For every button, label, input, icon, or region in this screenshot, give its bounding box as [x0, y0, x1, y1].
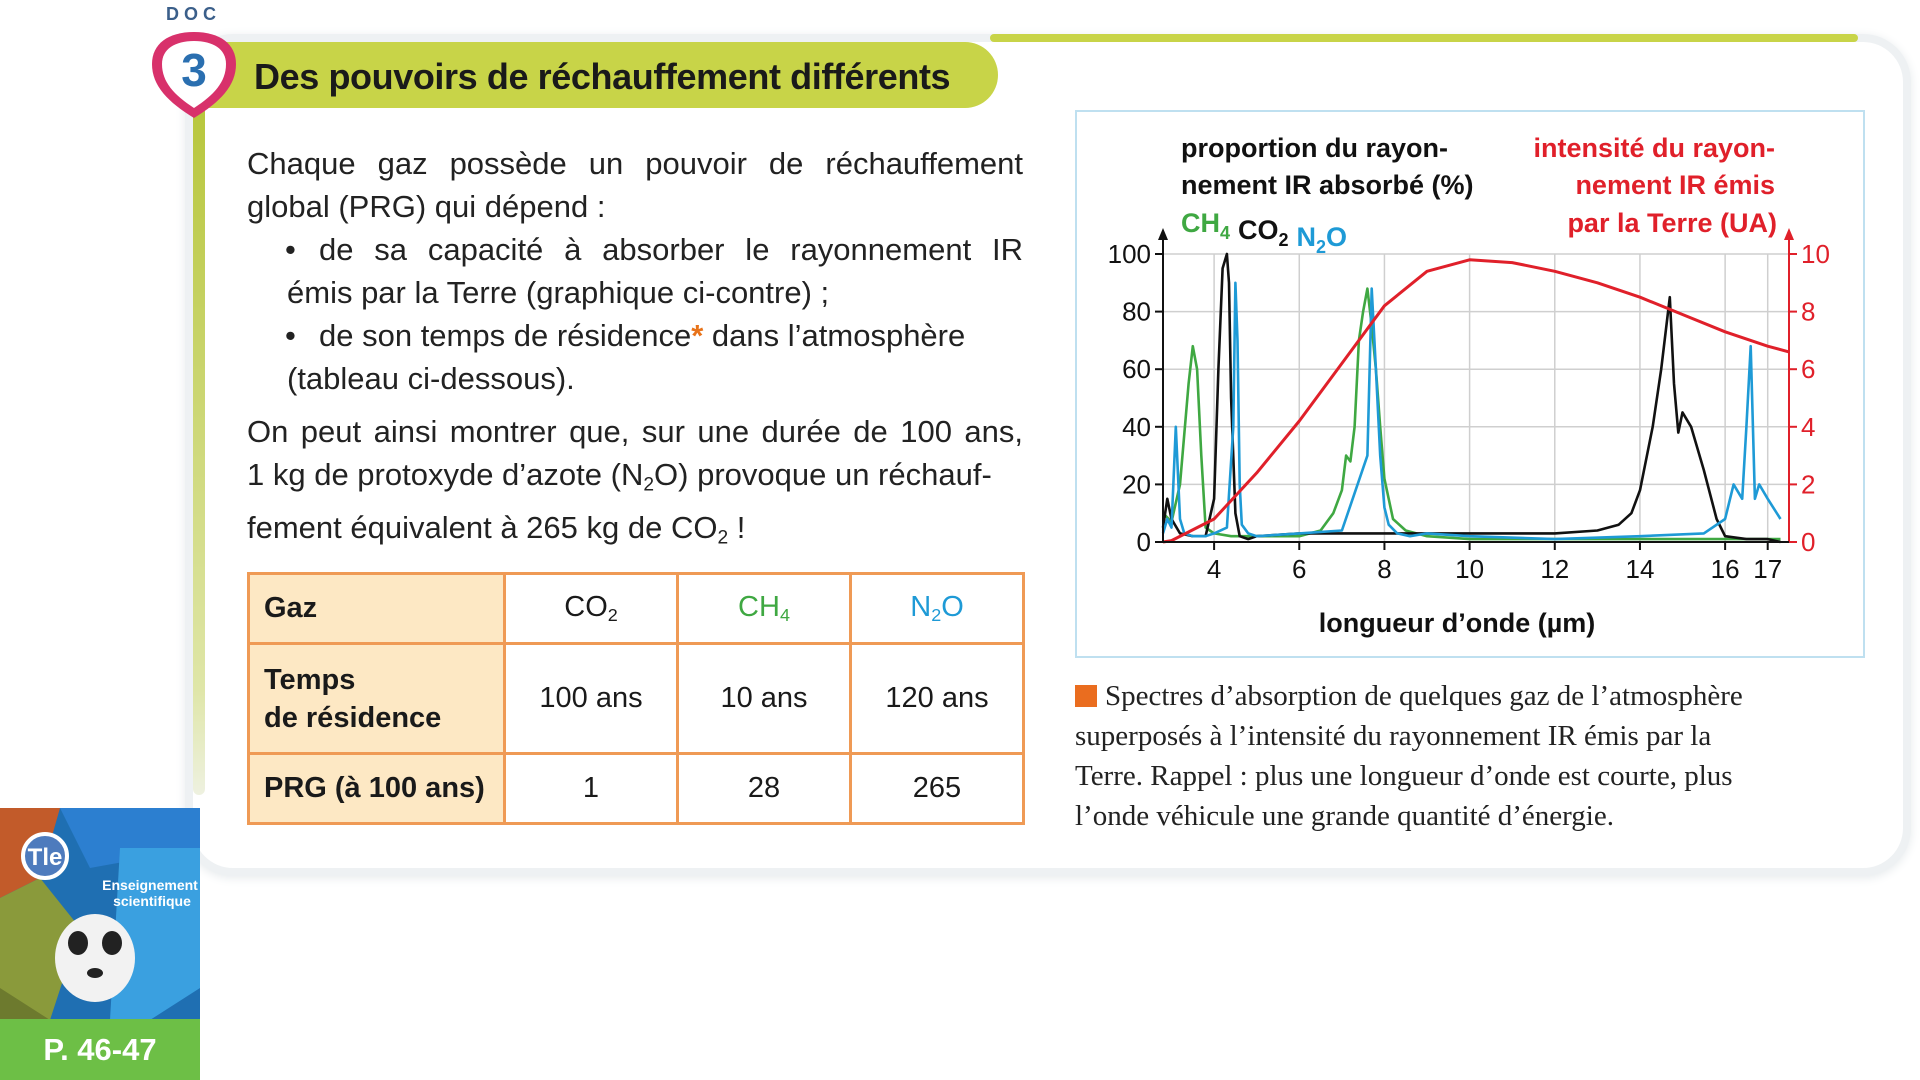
legend-item: CO — [1238, 215, 1279, 245]
gas-table — [247, 572, 1025, 825]
bullet-item — [247, 314, 1023, 357]
intro-line: Chaque gaz possède un pouvoir de réchauffement — [247, 146, 1023, 181]
table-gas-cell: $CO_2$ — [505, 574, 678, 644]
legend-sub: 2 — [1278, 230, 1289, 250]
right-axis-title: intensité du rayon- — [1533, 133, 1775, 163]
legend-item: N — [1296, 222, 1317, 252]
legend-sub: 4 — [1220, 223, 1231, 243]
bullet-item — [247, 228, 1023, 271]
y-tick-label: 20 — [1122, 469, 1151, 500]
caption-line: Spectres d’absorption de quelques gaz de l’atmosphère — [1075, 676, 1875, 716]
table-cell: 120 ans — [851, 644, 1024, 754]
caption-line: l’onde véhicule une grande quantité d’énergie. — [1075, 800, 1614, 832]
y2-tick-label: 8 — [1801, 296, 1816, 327]
conclusion-line: fement équivalent à 265 kg de $CO_2$ ! — [247, 510, 746, 549]
table-cell: 265 — [851, 754, 1024, 824]
series-line-ch4 — [1163, 289, 1781, 539]
right-axis-title: par la Terre (UA) — [1567, 208, 1777, 238]
table-row — [249, 754, 1024, 824]
textbook-cover-thumbnail[interactable] — [0, 808, 200, 1020]
table-row — [249, 574, 1024, 644]
top-accent-line — [990, 34, 1858, 42]
x-tick-label: 4 — [1206, 554, 1222, 584]
chart-caption — [1075, 676, 1875, 836]
legend-sub: 2 — [1316, 237, 1327, 257]
series-line-co2 — [1163, 254, 1781, 542]
table-cell: 1 — [505, 754, 678, 824]
left-axis-title: proportion du rayon- — [1181, 133, 1448, 163]
table-cell: 10 ans — [678, 644, 851, 754]
bullet-text: de son temps de résidence — [319, 318, 692, 353]
bullet-text-cont: (tableau ci-dessous). — [287, 361, 575, 396]
absorption-chart — [1077, 112, 1863, 656]
caption-line: superposés à l’intensité du rayonnement IR émis par la — [1075, 720, 1712, 752]
conclusion-paragraph — [247, 410, 1023, 560]
y-tick-label: 40 — [1122, 411, 1151, 442]
x-tick-label: 17 — [1753, 554, 1783, 584]
y2-tick-label: 10 — [1801, 239, 1830, 269]
chart-legend — [1181, 208, 1347, 257]
legend-tail: O — [1326, 222, 1348, 252]
y-tick-label: 60 — [1122, 354, 1151, 385]
x-axis-title: longueur d’onde (µm) — [1318, 608, 1596, 638]
caption-marker-icon — [1075, 685, 1097, 707]
y2-tick-label: 2 — [1801, 469, 1816, 500]
page-title: Des pouvoirs de réchauffement différents — [254, 56, 951, 97]
intro-line: global (PRG) qui dépend : — [247, 189, 606, 224]
table-header-cell: Gaz — [249, 574, 505, 644]
y-tick-label: 0 — [1136, 527, 1151, 557]
caption-line: Terre. Rappel : plus une longueur d’onde est courte, plus — [1075, 760, 1733, 792]
bullet-symbol: • — [285, 318, 296, 353]
y2-tick-label: 0 — [1801, 527, 1816, 557]
series-line-n2o — [1163, 283, 1781, 539]
table-header-cell: Temps de résidence — [249, 644, 505, 754]
y-tick-label: 100 — [1107, 239, 1151, 269]
conclusion-line: On peut ainsi montrer que, sur une durée de 100 ans, — [247, 414, 1023, 449]
x-tick-label: 12 — [1540, 554, 1570, 584]
left-axis-title: nement IR absorbé (%) — [1181, 170, 1474, 200]
y2-tick-label: 4 — [1801, 411, 1816, 442]
footnote-star[interactable]: * — [691, 318, 704, 353]
y2-tick-label: 6 — [1801, 354, 1816, 385]
chart-frame — [1075, 110, 1865, 658]
doc-label: DOC — [166, 4, 221, 24]
x-tick-label: 6 — [1292, 554, 1307, 584]
left-accent-bar — [193, 95, 205, 795]
book-title: scientifique — [113, 893, 191, 909]
book-level-badge: Tle — [27, 844, 63, 871]
intro-paragraph — [247, 142, 1023, 400]
bullet-text-cont: émis par la Terre (graphique ci-contre) ; — [287, 275, 830, 310]
table-gas-cell: $CH_4$ — [678, 574, 851, 644]
table-header-cell: PRG (à 100 ans) — [249, 754, 505, 824]
series-line-intensité — [1163, 260, 1789, 542]
table-cell: 28 — [678, 754, 851, 824]
x-tick-label: 10 — [1455, 554, 1485, 584]
bullet-text: de sa capacité à absorber le rayonnement IR — [319, 232, 1023, 267]
table-row — [249, 644, 1024, 754]
doc-number-badge — [148, 28, 240, 122]
bullet-text: dans l’atmosphère — [703, 318, 966, 353]
table-cell: 100 ans — [505, 644, 678, 754]
y-tick-label: 80 — [1122, 296, 1151, 327]
book-title: Enseignement — [102, 877, 198, 893]
x-tick-label: 14 — [1625, 554, 1655, 584]
doc-number: 3 — [181, 44, 207, 96]
conclusion-line: 1 kg de protoxyde d’azote $(N_2O)$ provoque un réchauf- — [247, 457, 992, 496]
page-reference[interactable]: P. 46-47 — [0, 1019, 200, 1080]
right-axis-arrow-icon — [1784, 228, 1794, 240]
legend-item: CH — [1181, 208, 1220, 238]
table-gas-cell: $N_2O$ — [851, 574, 1024, 644]
x-tick-label: 8 — [1377, 554, 1392, 584]
bullet-symbol: • — [285, 232, 296, 267]
left-axis-arrow-icon — [1158, 228, 1168, 240]
right-axis-title: nement IR émis — [1575, 170, 1775, 200]
x-tick-label: 16 — [1710, 554, 1740, 584]
